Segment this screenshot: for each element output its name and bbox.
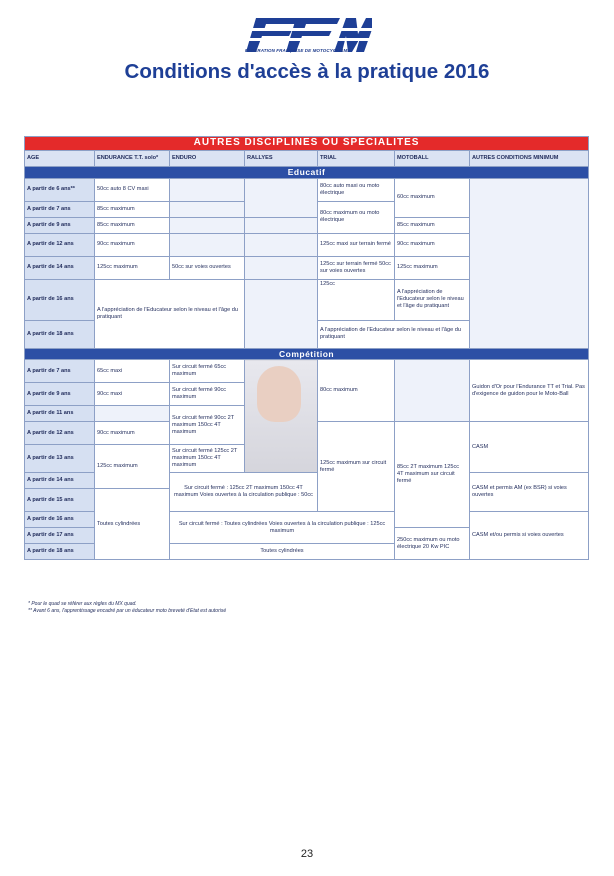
empty-cell [170,233,245,256]
trial-cell: 125cc [318,279,395,320]
trial-cell: 125cc maximum sur circuit fermé [318,422,395,512]
age-cell: A partir de 11 ans [25,406,95,422]
portrait-image [257,366,301,422]
endurance-cell: Toutes cylindrées [95,489,170,560]
age-cell: A partir de 9 ans [25,217,95,233]
trial-cell: 125cc maxi sur terrain fermé [318,233,395,256]
conditions-cell: CASM et/ou permis si voies ouvertes [470,512,589,560]
motoball-cell: A l'appréciation de l'Educateur selon le niveau et l'âge du pratiquant [395,279,470,320]
enduro-cell: Sur circuit fermé 65cc maximum [170,360,245,383]
empty-cell [395,360,470,422]
age-cell: A partir de 16 ans [25,279,95,320]
age-cell: A partir de 14 ans [25,473,95,489]
endurance-cell: 50cc auto 8 CV maxi [95,178,170,201]
page-number: 23 [300,848,314,860]
endurance-cell: 90cc maximum [95,233,170,256]
empty-cell [245,279,318,348]
conditions-cell: Guidon d'Or pour l'Endurance TT et Trial. Pas d'exigence de guidon pour le Moto-Ball [470,360,589,422]
col-endurance: ENDURANCE T.T. solo* [95,151,170,167]
age-cell: A partir de 9 ans [25,383,95,406]
empty-cell [245,217,318,233]
logo-tagline: FEDERATION FRANÇAISE DE MOTOCYCLISME [245,48,351,53]
enduro-cell: Sur circuit fermé 90cc maximum [170,383,245,406]
empty-cell [470,178,589,348]
age-cell: A partir de 7 ans [25,360,95,383]
table-banner: AUTRES DISCIPLINES OU SPECIALITES [25,137,589,151]
col-conditions: AUTRES CONDITIONS MINIMUM [470,151,589,167]
col-enduro: ENDURO [170,151,245,167]
endurance-cell: 90cc maximum [95,422,170,445]
enduro-cell: 50cc sur voies ouvertes [170,256,245,279]
footnote: * Pour le quad se référer aux règles du MX quad. [28,601,137,607]
age-cell: A partir de 13 ans [25,445,95,473]
endurance-cell: 85cc maximum [95,201,170,217]
motoball-cell: 125cc maximum [395,256,470,279]
section-competition: Compétition [25,348,589,360]
photo-cell [245,360,318,473]
motoball-cell: 90cc maximum [395,233,470,256]
educateur-cell: A l'appréciation de l'Educateur selon le niveau et l'âge du pratiquant [95,279,245,348]
trial-cell: 80cc maximum ou moto électrique [318,201,395,233]
empty-cell [170,178,245,201]
access-conditions-table [24,136,589,560]
age-cell: A partir de 18 ans [25,544,95,560]
empty-cell [170,201,245,217]
empty-cell [170,217,245,233]
age-cell: A partir de 6 ans** [25,178,95,201]
conditions-cell: CASM [470,422,589,473]
motoball-cell: 250cc maximum ou moto électrique 20 Kw PIC [395,528,470,560]
empty-cell [95,406,170,422]
age-cell: A partir de 12 ans [25,422,95,445]
page-title: Conditions d'accès à la pratique 2016 [124,60,490,83]
empty-cell [245,233,318,256]
col-rallyes: RALLYES [245,151,318,167]
motoball-cell: 60cc maximum [395,178,470,217]
endurance-cell: 85cc maximum [95,217,170,233]
trial-cell: 125cc sur terrain fermé 50cc sur voies ouvertes [318,256,395,279]
footnotes [28,601,226,615]
col-trial: TRIAL [318,151,395,167]
endurance-cell: 125cc maximum [95,256,170,279]
col-motoball: MOTOBALL [395,151,470,167]
enduro-cell: Sur circuit fermé 125cc 2T maximum 150cc 4T maximum [170,445,245,473]
age-cell: A partir de 16 ans [25,512,95,528]
age-cell: A partir de 18 ans [25,320,95,348]
conditions-cell: CASM et permis AM (ex BSR) si voies ouvertes [470,473,589,512]
age-cell: A partir de 12 ans [25,233,95,256]
empty-cell [245,178,318,217]
trial-motoball-cell: A l'appréciation de l'Educateur selon le niveau et l'âge du pratiquant [318,320,470,348]
endurance-cell: 125cc maximum [95,445,170,489]
enduro-cell: Sur circuit fermé 90cc 2T maximum 150cc 4T maximum [170,406,245,445]
enduro-rallyes-trial-cell: Toutes cylindrées [170,544,395,560]
empty-cell [245,256,318,279]
enduro-rallyes-cell: Sur circuit fermé : 125cc 2T maximum 150cc 4T maximum Voies ouvertes à la circulation publique : 50cc [170,473,318,512]
age-cell: A partir de 15 ans [25,489,95,512]
age-cell: A partir de 17 ans [25,528,95,544]
col-age: AGE [25,151,95,167]
footnote: ** Avant 6 ans, l'apprentissage encadré par un éducateur moto breveté d'Etat est autorisé [28,608,227,614]
motoball-cell: 85cc maximum [395,217,470,233]
age-cell: A partir de 14 ans [25,256,95,279]
motoball-cell: 85cc 2T maximum 125cc 4T maximum sur circuit fermé [395,422,470,528]
trial-cell: 80cc maximum [318,360,395,422]
endurance-cell: 90cc maxi [95,383,170,406]
trial-cell: 80cc auto maxi ou moto électrique [318,178,395,201]
age-cell: A partir de 7 ans [25,201,95,217]
section-educatif: Educatif [25,167,589,179]
enduro-rallyes-trial-cell: Sur circuit fermé : Toutes cylindrées Voies ouvertes à la circulation publique : 125cc maximum [170,512,395,544]
endurance-cell: 65cc maxi [95,360,170,383]
